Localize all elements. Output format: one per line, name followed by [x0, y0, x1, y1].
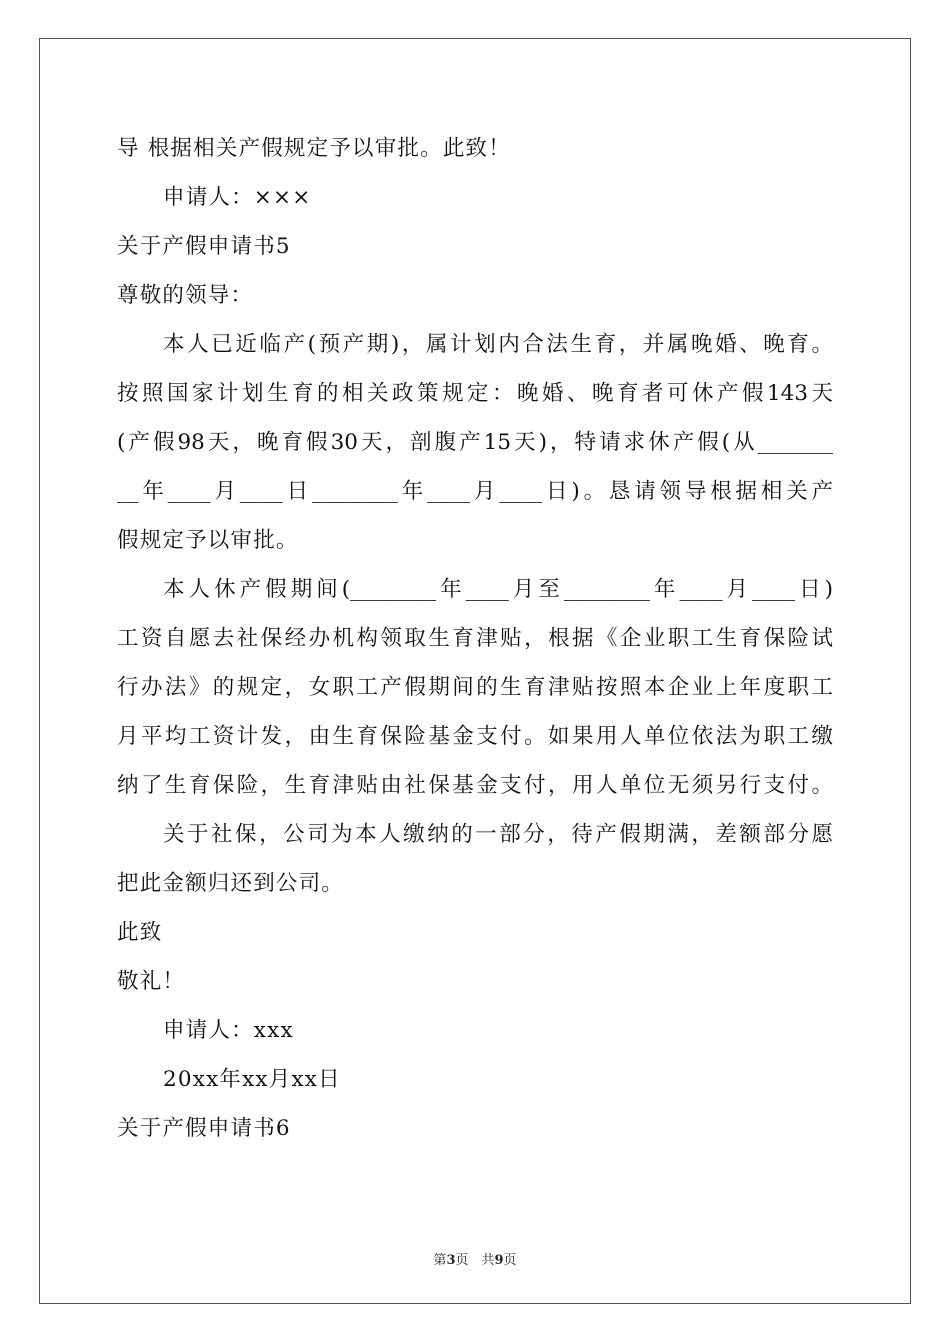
paragraph-line: __年____月____日________年____月____日)。恳请领导根据相关产 — [117, 479, 833, 504]
section-heading-6: 关于产假申请书6 — [117, 1116, 291, 1141]
paragraph-line: 关于社保，公司为本人缴纳的一部分，待产假期满，差额部分愿 — [163, 822, 833, 847]
salutation: 尊敬的领导： — [117, 283, 254, 308]
section-heading-5: 关于产假申请书5 — [117, 234, 291, 259]
footer-page-current: 3 — [446, 1253, 456, 1268]
closing-line: 敬礼！ — [117, 969, 186, 994]
page-footer — [0, 1249, 950, 1268]
paragraph-line: 工资自愿去社保经办机构领取生育津贴，根据《企业职工生育保险试 — [117, 626, 833, 651]
paragraph-line: 假规定予以审批。 — [117, 528, 299, 553]
footer-page-suffix: 页 — [503, 1253, 517, 1268]
paragraph-line: 把此金额归还到公司。 — [117, 871, 345, 896]
paragraph-line: 纳了生育保险，生育津贴由社保基金支付，用人单位无须另行支付。 — [117, 773, 833, 798]
document-body — [117, 124, 833, 1153]
footer-page-prefix: 第 — [433, 1253, 447, 1268]
paragraph-line: 月平均工资计发，由生育保险基金支付。如果用人单位依法为职工缴 — [117, 724, 833, 749]
paragraph-line: 行办法》的规定，女职工产假期间的生育津贴按照本企业上年度职工 — [117, 675, 833, 700]
paragraph-line: 按照国家计划生育的相关政策规定：晚婚、晚育者可休产假143天 — [117, 381, 833, 406]
date-line: 20xx年xx月xx日 — [163, 1067, 341, 1092]
applicant-signature: 申请人：××× — [163, 185, 312, 210]
footer-page-total: 9 — [494, 1253, 504, 1268]
paragraph-line: 本人休产假期间(________年____月至________年____月____日) — [163, 577, 833, 602]
text-line: 导 根据相关产假规定予以审批。此致！ — [117, 136, 511, 161]
closing-line: 此致 — [117, 920, 163, 945]
applicant-signature: 申请人：xxx — [163, 1018, 294, 1043]
paragraph-line: (产假98天，晚育假30天，剖腹产15天)，特请求休产假(从_______ — [117, 430, 833, 455]
paragraph-line: 本人已近临产(预产期)，属计划内合法生育，并属晚婚、晚育。 — [163, 332, 833, 357]
footer-page-mid: 页 共 — [455, 1253, 495, 1268]
